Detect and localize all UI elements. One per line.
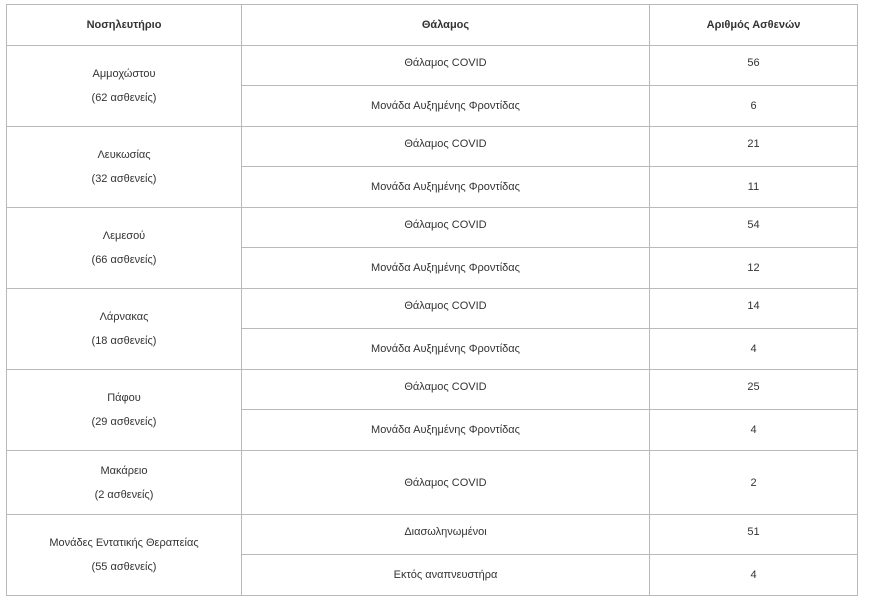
hospital-cell: [7, 127, 242, 208]
hospital-name: Πάφου: [107, 392, 141, 404]
ward-cell: Θάλαμος COVID: [242, 289, 650, 329]
hospital-patients-table: [6, 4, 858, 596]
table-row: [7, 370, 858, 410]
hospital-total: (55 ασθενείς): [91, 561, 157, 573]
ward-cell: Θάλαμος COVID: [242, 208, 650, 248]
hospital-name: Λευκωσίας: [97, 149, 151, 161]
table-row: [7, 208, 858, 248]
hospital-name: Μονάδες Εντατικής Θεραπείας: [49, 537, 199, 549]
patient-count-cell: 51: [650, 515, 858, 555]
ward-cell: Μονάδα Αυξημένης Φροντίδας: [242, 167, 650, 208]
table-row: [7, 451, 858, 515]
patient-count-cell: 11: [650, 167, 858, 208]
table-row: [7, 289, 858, 329]
hospital-total: (2 ασθενείς): [94, 488, 154, 501]
table-row: [7, 46, 858, 86]
ward-cell: Διασωληνωμένοι: [242, 515, 650, 555]
hospital-total: (32 ασθενείς): [91, 173, 157, 185]
header-patients: Αριθμός Ασθενών: [650, 5, 858, 46]
patient-count-cell: 56: [650, 46, 858, 86]
table-row: [7, 127, 858, 167]
patient-count-cell: 12: [650, 248, 858, 289]
hospital-name: Λάρνακας: [99, 311, 149, 323]
hospital-cell: [7, 289, 242, 370]
patient-count-cell: 4: [650, 329, 858, 370]
hospital-total: (29 ασθενείς): [91, 416, 157, 428]
hospital-name: Λεμεσού: [102, 230, 146, 242]
ward-cell: Θάλαμος COVID: [242, 370, 650, 410]
ward-cell: Μονάδα Αυξημένης Φροντίδας: [242, 329, 650, 370]
patient-count-cell: 4: [650, 555, 858, 596]
patient-count-cell: 4: [650, 410, 858, 451]
ward-cell: Θάλαμος COVID: [242, 127, 650, 167]
ward-cell: Εκτός αναπνευστήρα: [242, 555, 650, 596]
ward-cell: Μονάδα Αυξημένης Φροντίδας: [242, 248, 650, 289]
patient-count-cell: 25: [650, 370, 858, 410]
patient-count-cell: 54: [650, 208, 858, 248]
hospital-cell: [7, 451, 242, 515]
hospital-name: Αμμοχώστου: [92, 68, 156, 80]
ward-cell: Θάλαμος COVID: [242, 451, 650, 515]
ward-cell: Θάλαμος COVID: [242, 46, 650, 86]
header-hospital: Νοσηλευτήριο: [7, 5, 242, 46]
hospital-cell: [7, 370, 242, 451]
patient-count-cell: 6: [650, 86, 858, 127]
patient-count-cell: 2: [650, 451, 858, 515]
hospital-total: (18 ασθενείς): [91, 335, 157, 347]
hospital-cell: [7, 515, 242, 596]
ward-cell: Μονάδα Αυξημένης Φροντίδας: [242, 86, 650, 127]
hospital-total: (66 ασθενείς): [91, 254, 157, 266]
hospital-total: (62 ασθενείς): [91, 92, 157, 104]
ward-cell: Μονάδα Αυξημένης Φροντίδας: [242, 410, 650, 451]
header-ward: Θάλαμος: [242, 5, 650, 46]
table-header-row: [7, 5, 858, 46]
hospital-cell: [7, 46, 242, 127]
table-row: [7, 515, 858, 555]
patient-count-cell: 14: [650, 289, 858, 329]
patient-count-cell: 21: [650, 127, 858, 167]
hospital-name: Μακάρειο: [100, 464, 148, 477]
hospital-cell: [7, 208, 242, 289]
